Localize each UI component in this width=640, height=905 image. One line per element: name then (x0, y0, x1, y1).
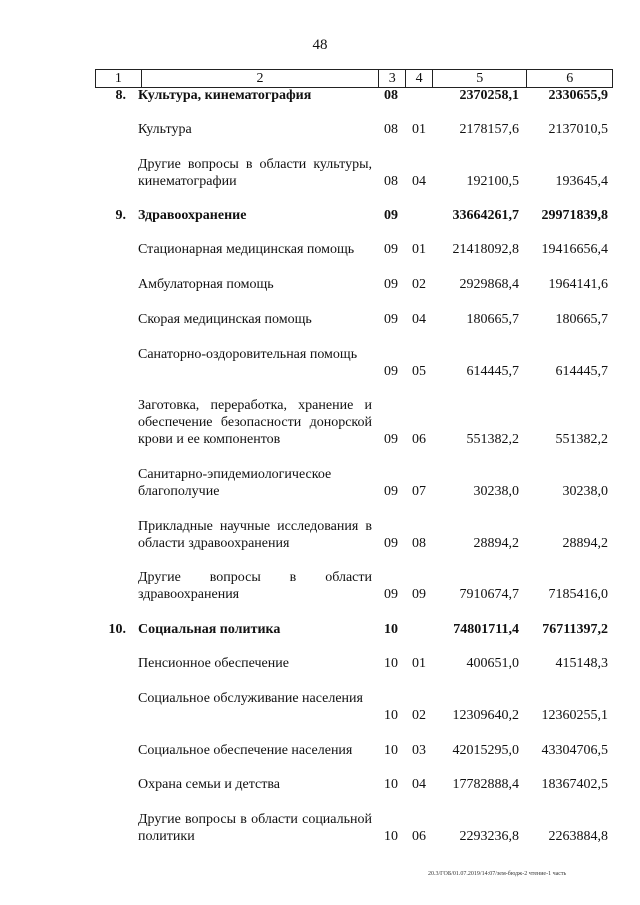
cell-c3: 09 (384, 208, 398, 223)
row-name: Санаторно-оздоровительная помощь (138, 347, 358, 362)
cell-c5: 28894,2 (473, 536, 519, 551)
cell-c3: 08 (384, 122, 398, 137)
table-header (95, 69, 613, 88)
cell-c4: 01 (412, 656, 426, 671)
header-cell: 3 (379, 70, 406, 87)
cell-c6: 614445,7 (555, 364, 608, 379)
cell-c3: 09 (384, 364, 398, 379)
cell-c6: 12360255,1 (541, 708, 608, 723)
table-row (0, 87, 640, 104)
cell-c3: 10 (384, 656, 398, 671)
table-row (0, 655, 640, 672)
cell-c6: 43304706,5 (541, 743, 608, 758)
cell-c5: 7910674,7 (459, 587, 519, 602)
cell-c5: 551382,2 (466, 432, 519, 447)
cell-c6: 415148,3 (555, 656, 608, 671)
cell-c6: 30238,0 (562, 484, 608, 499)
row-name: Другие вопросы в области здравоохранения (138, 570, 372, 602)
header-cell: 5 (433, 70, 527, 87)
cell-c4: 04 (412, 174, 426, 189)
cell-c6: 2330655,9 (548, 88, 608, 103)
cell-c5: 33664261,7 (452, 208, 519, 223)
cell-c4: 01 (412, 122, 426, 137)
cell-c3: 10 (384, 829, 398, 844)
table-row (0, 621, 640, 638)
table-row (0, 276, 640, 293)
cell-c4: 03 (412, 743, 426, 758)
table-row (0, 121, 640, 138)
cell-c4: 05 (412, 364, 426, 379)
cell-c5: 180665,7 (466, 312, 519, 327)
table-row (0, 690, 640, 724)
cell-c5: 192100,5 (466, 174, 519, 189)
cell-c5: 12309640,2 (452, 708, 519, 723)
cell-c6: 180665,7 (555, 312, 608, 327)
cell-c5: 42015295,0 (452, 743, 519, 758)
cell-c3: 08 (384, 174, 398, 189)
row-name: Прикладные научные исследования в области здравоохранения (138, 519, 372, 551)
row-name: Другие вопросы в области культуры, кинематографии (138, 157, 372, 189)
row-name: Охрана семьи и детства (138, 777, 280, 792)
cell-c3: 09 (384, 484, 398, 499)
cell-c5: 2929868,4 (459, 277, 519, 292)
cell-c4: 09 (412, 587, 426, 602)
table-row (0, 346, 640, 380)
cell-c4: 04 (412, 777, 426, 792)
cell-c6: 76711397,2 (542, 622, 608, 637)
cell-c4: 02 (412, 277, 426, 292)
cell-c4: 04 (412, 312, 426, 327)
table-row (0, 776, 640, 793)
cell-c3: 10 (384, 777, 398, 792)
cell-c4: 07 (412, 484, 426, 499)
table-row (0, 397, 640, 448)
cell-c6: 29971839,8 (541, 208, 608, 223)
table-row (0, 156, 640, 190)
header-cell: 2 (142, 70, 380, 87)
cell-c4: 01 (412, 242, 426, 257)
row-number: 9. (115, 208, 126, 223)
cell-c5: 2178157,6 (459, 122, 519, 137)
row-name: Социальная политика (138, 622, 281, 637)
row-number: 8. (115, 88, 126, 103)
row-name: Социальное обеспечение населения (138, 743, 353, 758)
cell-c6: 28894,2 (562, 536, 608, 551)
cell-c3: 09 (384, 587, 398, 602)
row-number: 10. (108, 622, 126, 637)
footer-code: 20.3/ГОБ/01.07.2019/14:07/зем-бюдж-2 чтение-1 часть (428, 871, 567, 877)
cell-c6: 193645,4 (555, 174, 608, 189)
cell-c5: 74801711,4 (453, 622, 519, 637)
table-row (0, 518, 640, 552)
row-name: Амбулаторная помощь (138, 277, 274, 292)
row-name: Культура, кинематография (138, 88, 312, 103)
page-number: 48 (312, 37, 328, 53)
cell-c4: 02 (412, 708, 426, 723)
cell-c3: 09 (384, 242, 398, 257)
row-name: Социальное обслуживание населения (138, 691, 363, 706)
row-name: Пенсионное обеспечение (138, 656, 289, 671)
cell-c5: 400651,0 (466, 656, 519, 671)
row-name: Культура (138, 122, 192, 137)
cell-c4: 06 (412, 432, 426, 447)
cell-c3: 10 (384, 743, 398, 758)
row-name: Скорая медицинская помощь (138, 312, 312, 327)
cell-c3: 10 (384, 622, 398, 637)
cell-c6: 7185416,0 (548, 587, 608, 602)
cell-c5: 614445,7 (466, 364, 519, 379)
header-cell: 1 (96, 70, 142, 87)
cell-c5: 2293236,8 (459, 829, 519, 844)
cell-c5: 2370258,1 (459, 88, 519, 103)
table-row (0, 311, 640, 328)
cell-c4: 08 (412, 536, 426, 551)
table-row (0, 466, 640, 500)
cell-c6: 2263884,8 (548, 829, 608, 844)
cell-c4: 06 (412, 829, 426, 844)
cell-c5: 30238,0 (473, 484, 519, 499)
table-row (0, 811, 640, 845)
cell-c6: 2137010,5 (548, 122, 608, 137)
cell-c3: 10 (384, 708, 398, 723)
cell-c6: 19416656,4 (541, 242, 608, 257)
cell-c6: 551382,2 (555, 432, 608, 447)
row-name: Заготовка, переработка, хранение и обеспечение безопасности донорской крови и ее компонентов (138, 398, 372, 447)
cell-c5: 21418092,8 (452, 242, 519, 257)
table-row (0, 207, 640, 224)
row-name: Здравоохранение (138, 208, 247, 223)
table-row (0, 742, 640, 759)
table-row (0, 569, 640, 603)
cell-c3: 09 (384, 312, 398, 327)
cell-c3: 08 (384, 88, 398, 103)
header-cell: 4 (406, 70, 433, 87)
cell-c6: 18367402,5 (541, 777, 608, 792)
table-row (0, 241, 640, 258)
cell-c5: 17782888,4 (452, 777, 519, 792)
cell-c3: 09 (384, 536, 398, 551)
cell-c3: 09 (384, 277, 398, 292)
cell-c6: 1964141,6 (548, 277, 608, 292)
cell-c3: 09 (384, 432, 398, 447)
row-name: Санитарно-эпидемиологическое благополучие (138, 467, 332, 499)
row-name: Стационарная медицинская помощь (138, 242, 355, 257)
header-cell: 6 (566, 71, 574, 86)
row-name: Другие вопросы в области социальной политики (138, 812, 372, 844)
